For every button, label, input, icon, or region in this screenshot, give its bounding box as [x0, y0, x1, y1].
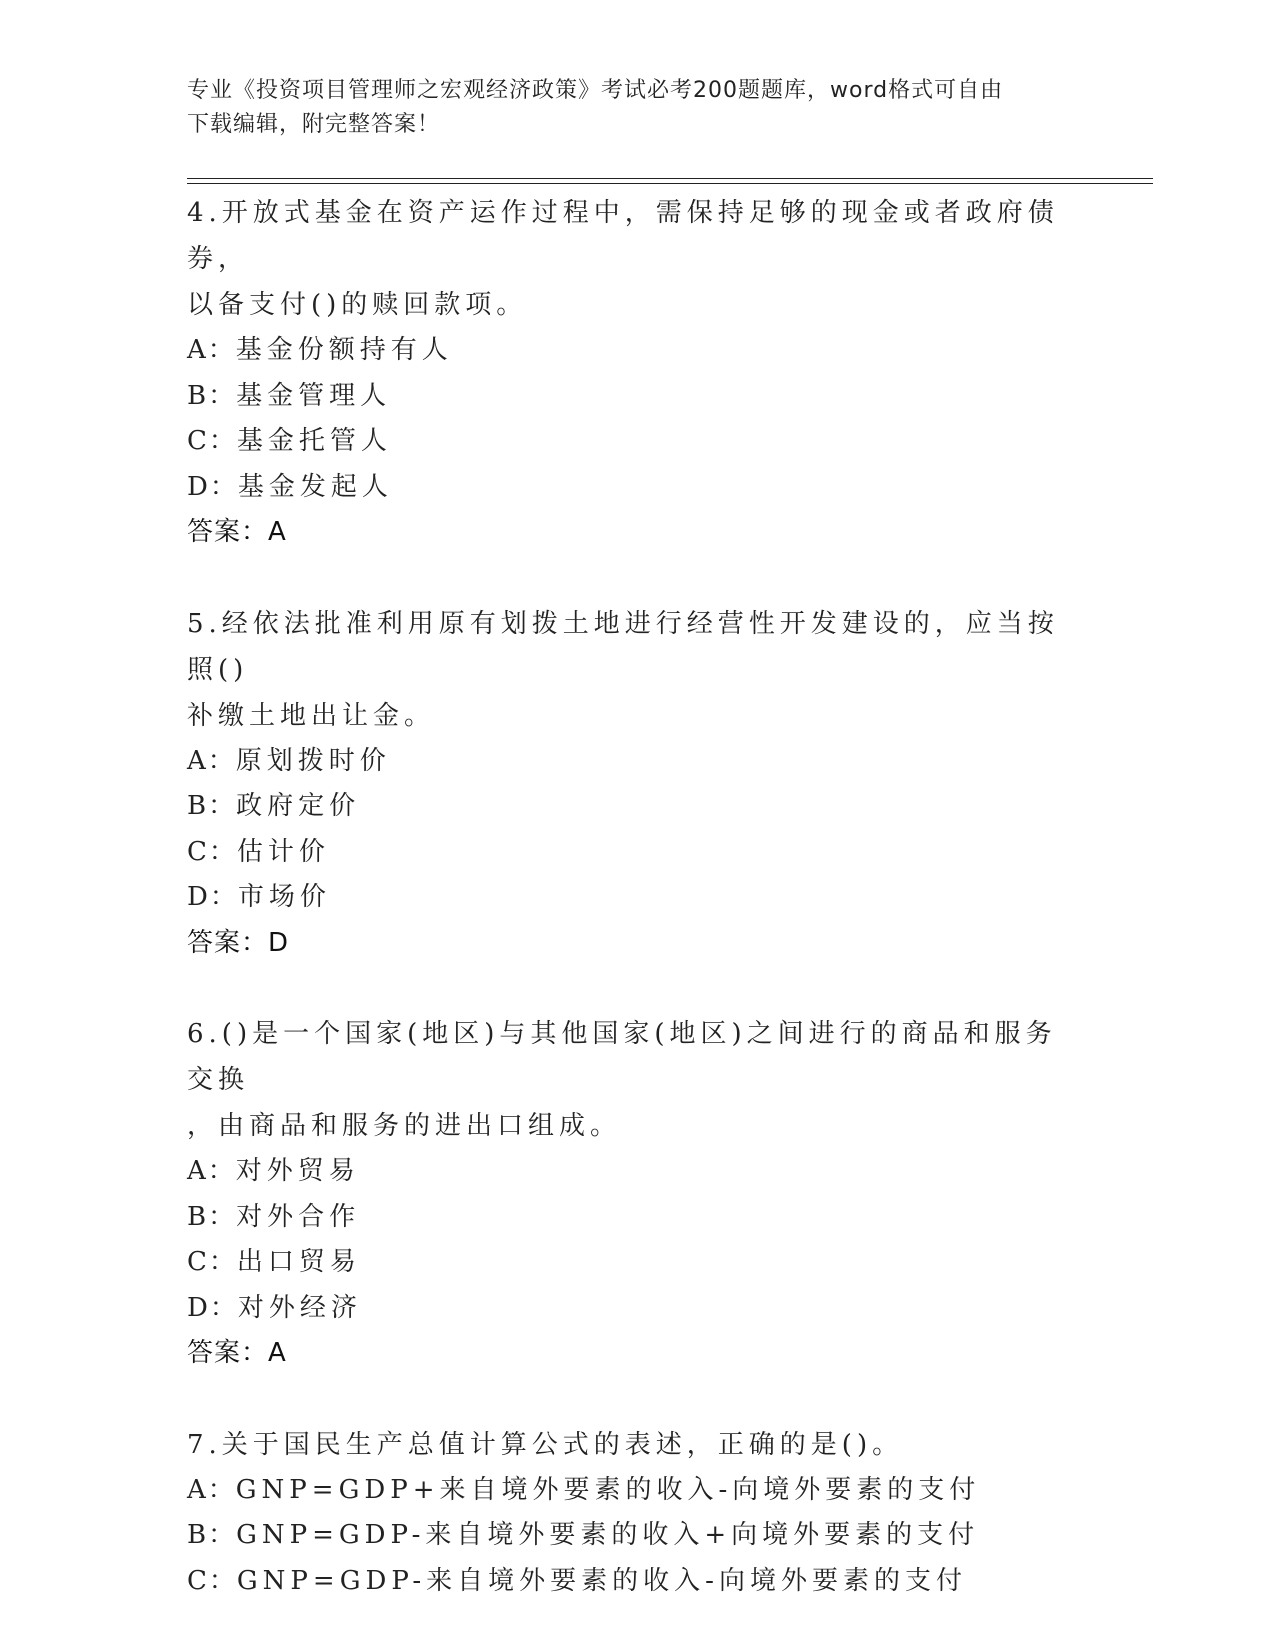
option-text: 政府定价 [236, 791, 361, 821]
option-letter: A： [187, 335, 236, 365]
option-text: GNP=GDP+来自境外要素的收入-向境外要素的支付 [235, 1474, 981, 1505]
option-text: 对外合作 [236, 1201, 361, 1232]
option-text: 原划拨时价 [235, 745, 391, 776]
question-stem-line: ，由商品和服务的进出口组成。 [187, 1111, 622, 1141]
question-stem-line: 以备支付()的赎回款项。 [187, 290, 528, 320]
question-stem [187, 1422, 1087, 1468]
answer-line: 答案：A [187, 1338, 287, 1368]
option-text: 基金份额持有人 [235, 335, 453, 365]
question-list [187, 190, 1087, 1649]
option-c [187, 1559, 1087, 1605]
option-a [187, 1468, 1087, 1514]
option-letter: C： [187, 426, 237, 456]
option-a [187, 739, 1087, 785]
option-c [187, 419, 1087, 465]
option-d [187, 875, 1087, 921]
option-text: 对外经济 [237, 1292, 362, 1323]
option-letter: D： [187, 1292, 238, 1323]
option-text: GNP=GDP-来自境外要素的收入+向境外要素的支付 [236, 1520, 980, 1550]
question-stem-line: 7.关于国民生产总值计算公式的表述，正确的是()。 [187, 1429, 904, 1460]
option-a [187, 328, 1087, 374]
option-d [187, 465, 1087, 511]
document-header [187, 74, 1087, 142]
option-c [187, 830, 1087, 876]
option-b [187, 1513, 1087, 1559]
question-stem-line: 4.开放式基金在资产运作过程中，需保持足够的现金或者政府债券， [187, 198, 1059, 274]
option-letter: A： [187, 745, 236, 776]
option-letter: C： [187, 1247, 237, 1277]
option-a [187, 1149, 1087, 1195]
answer-line: 答案：D [187, 927, 290, 958]
question-5 [187, 601, 1087, 967]
header-line-1: 专业《投资项目管理师之宏观经济政策》考试必考200题题库，word格式可自由 [187, 78, 1004, 103]
option-text: 基金托管人 [236, 426, 392, 456]
option-letter: B： [187, 1520, 237, 1550]
question-6 [187, 1011, 1087, 1377]
option-b [187, 374, 1087, 420]
header-line-2: 下载编辑，附完整答案！ [187, 112, 441, 137]
option-letter: B： [187, 1201, 237, 1232]
option-letter: C： [187, 836, 237, 867]
header-divider-bottom [187, 183, 1153, 184]
option-text: 基金管理人 [236, 380, 392, 411]
answer-line: 答案：A [187, 517, 287, 547]
option-text: 估计价 [236, 836, 330, 867]
option-text: 对外贸易 [235, 1156, 360, 1186]
question-4 [187, 190, 1087, 556]
question-stem [187, 601, 1087, 739]
option-letter: B： [187, 791, 237, 821]
question-7 [187, 1422, 1087, 1605]
option-letter: D： [187, 882, 238, 912]
option-text: 市场价 [237, 882, 331, 912]
option-b [187, 784, 1087, 830]
option-letter: D： [187, 471, 238, 502]
option-letter: A： [187, 1474, 236, 1505]
question-stem-line: 补缴土地出让金。 [187, 700, 436, 731]
question-stem [187, 190, 1087, 328]
question-stem-line: 6.()是一个国家(地区)与其他国家(地区)之间进行的商品和服务交换 [187, 1019, 1057, 1095]
option-text: 出口贸易 [236, 1247, 361, 1277]
question-stem [187, 1011, 1087, 1149]
option-text: 基金发起人 [237, 471, 393, 502]
option-d [187, 1286, 1087, 1332]
option-letter: B： [187, 380, 237, 411]
option-letter: C： [187, 1565, 237, 1596]
option-text: GNP=GDP-来自境外要素的收入-向境外要素的支付 [236, 1565, 967, 1596]
header-divider-top [187, 178, 1153, 179]
question-stem-line: 5.经依法批准利用原有划拨土地进行经营性开发建设的，应当按照() [187, 608, 1059, 685]
option-c [187, 1240, 1087, 1286]
option-letter: A： [187, 1156, 236, 1186]
option-b [187, 1195, 1087, 1241]
